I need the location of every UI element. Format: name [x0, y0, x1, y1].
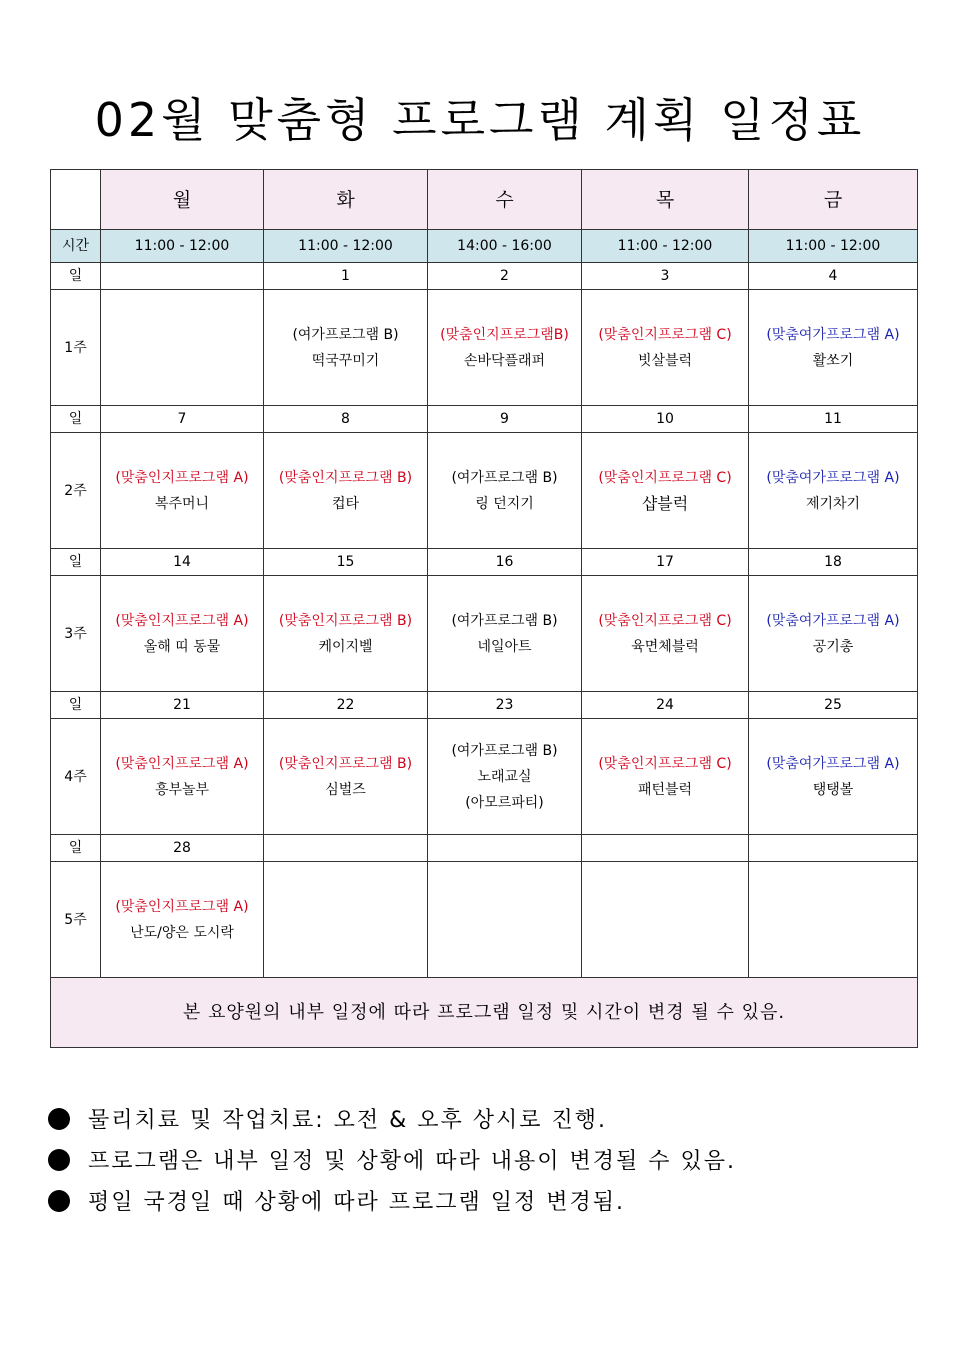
activity-name: 빗살블럭 [637, 352, 693, 369]
date-label: 일 [51, 549, 101, 576]
program-cell [101, 576, 264, 692]
program-cell [428, 862, 582, 978]
time-cell: 14:00 - 16:00 [428, 230, 582, 263]
date-cell: 4 [749, 263, 918, 290]
date-cell: 14 [101, 549, 264, 576]
program-type: (여가프로그램 B) [451, 469, 558, 486]
date-cell [749, 835, 918, 862]
date-row [51, 406, 918, 433]
date-cell [582, 835, 749, 862]
date-cell: 28 [101, 835, 264, 862]
program-type: (맞춤인지프로그램B) [440, 326, 569, 343]
week-label: 1주 [51, 290, 101, 406]
activity-name: 노래교실 [477, 768, 532, 785]
week-label: 4주 [51, 719, 101, 835]
program-type: (맞춤여가프로그램 A) [766, 326, 900, 343]
program-cell [582, 719, 749, 835]
day-header-fri: 금 [749, 170, 918, 230]
activity-name: 링 던지기 [475, 495, 534, 512]
activity-name: 패턴블럭 [637, 781, 693, 798]
program-type: (맞춤인지프로그램 C) [598, 326, 732, 343]
program-type: (맞춤인지프로그램 C) [598, 612, 732, 629]
week-label: 3주 [51, 576, 101, 692]
program-type: (맞춤인지프로그램 A) [115, 612, 249, 629]
activity-name: 복주머니 [154, 495, 210, 512]
program-type: (여가프로그램 B) [292, 326, 399, 343]
date-label: 일 [51, 835, 101, 862]
note-item [48, 1139, 928, 1180]
bullet-icon [48, 1149, 70, 1171]
program-type: (맞춤인지프로그램 A) [115, 755, 249, 772]
date-row [51, 835, 918, 862]
week-row [51, 290, 918, 406]
bullet-icon [48, 1190, 70, 1212]
activity-name: 심벌즈 [325, 781, 366, 798]
activity-name: 컵타 [331, 495, 360, 512]
activity-name: 난도/양은 도시락 [130, 924, 234, 941]
day-header-wed: 수 [428, 170, 582, 230]
program-cell [101, 862, 264, 978]
date-cell: 21 [101, 692, 264, 719]
notes-list [48, 1098, 928, 1221]
program-type: (맞춤인지프로그램 C) [598, 755, 732, 772]
date-cell: 8 [264, 406, 428, 433]
program-cell [264, 433, 428, 549]
program-cell [264, 290, 428, 406]
activity-name: 공기총 [812, 638, 854, 655]
program-cell [264, 719, 428, 835]
week-label: 2주 [51, 433, 101, 549]
program-type: (맞춤인지프로그램 C) [598, 469, 732, 486]
date-row [51, 549, 918, 576]
date-cell: 23 [428, 692, 582, 719]
week-row [51, 719, 918, 835]
activity-name: 제기차기 [805, 495, 861, 512]
date-cell: 15 [264, 549, 428, 576]
activity-name: 손바닥플래퍼 [463, 352, 546, 369]
activity-name: 케이지벨 [318, 638, 373, 655]
date-label: 일 [51, 406, 101, 433]
program-type: (맞춤여가프로그램 A) [766, 612, 900, 629]
date-row [51, 263, 918, 290]
program-cell [264, 862, 428, 978]
program-type: (맞춤인지프로그램 B) [278, 755, 413, 772]
program-type: (여가프로그램 B) [451, 612, 558, 629]
note-item [48, 1180, 928, 1221]
date-label: 일 [51, 263, 101, 290]
date-cell: 25 [749, 692, 918, 719]
week-row [51, 576, 918, 692]
date-cell [428, 835, 582, 862]
activity-name: 올해 띠 동물 [143, 638, 221, 655]
time-cell: 11:00 - 12:00 [264, 230, 428, 263]
day-header-tue: 화 [264, 170, 428, 230]
activity-name: 흥부놀부 [154, 781, 210, 798]
program-cell [582, 433, 749, 549]
footer-row [51, 978, 918, 1048]
time-row [51, 230, 918, 263]
program-type: (맞춤인지프로그램 B) [278, 612, 413, 629]
schedule-table [50, 169, 918, 1048]
date-cell: 2 [428, 263, 582, 290]
program-cell [749, 433, 918, 549]
date-cell: 11 [749, 406, 918, 433]
program-cell [101, 719, 264, 835]
activity-name: 육면체블럭 [631, 638, 699, 655]
week-row [51, 433, 918, 549]
program-type: (맞춤인지프로그램 A) [115, 898, 249, 915]
day-header-row [51, 170, 918, 230]
note-text: 프로그램은 내부 일정 및 상황에 따라 내용이 변경될 수 있음. [88, 1149, 736, 1174]
date-cell: 16 [428, 549, 582, 576]
day-header-mon: 월 [101, 170, 264, 230]
date-cell: 10 [582, 406, 749, 433]
program-cell [428, 290, 582, 406]
program-type: (맞춤인지프로그램 A) [115, 469, 249, 486]
program-cell [101, 290, 264, 406]
program-cell [428, 576, 582, 692]
date-cell: 1 [264, 263, 428, 290]
bullet-icon [48, 1108, 70, 1130]
activity-name: 활쏘기 [812, 352, 854, 369]
program-cell [749, 862, 918, 978]
program-type: (맞춤여가프로그램 A) [766, 755, 900, 772]
program-type: (여가프로그램 B) [451, 742, 558, 759]
date-cell: 18 [749, 549, 918, 576]
program-type: (맞춤인지프로그램 B) [278, 469, 413, 486]
date-cell: 3 [582, 263, 749, 290]
corner-cell [51, 170, 101, 230]
program-cell [264, 576, 428, 692]
note-text: 물리치료 및 작업치료: 오전 & 오후 상시로 진행. [88, 1108, 608, 1133]
date-cell [101, 263, 264, 290]
program-cell [749, 719, 918, 835]
week-row [51, 862, 918, 978]
program-cell [428, 719, 582, 835]
date-cell: 17 [582, 549, 749, 576]
time-cell: 11:00 - 12:00 [749, 230, 918, 263]
program-cell [101, 433, 264, 549]
time-cell: 11:00 - 12:00 [582, 230, 749, 263]
time-cell: 11:00 - 12:00 [101, 230, 264, 263]
program-cell [749, 290, 918, 406]
date-cell: 9 [428, 406, 582, 433]
date-cell: 24 [582, 692, 749, 719]
activity-subname: (아모르파티) [465, 794, 544, 811]
date-row [51, 692, 918, 719]
note-text: 평일 국경일 때 상황에 따라 프로그램 일정 변경됨. [88, 1190, 625, 1215]
time-label: 시간 [51, 230, 101, 263]
activity-name: 네일아트 [477, 638, 532, 655]
footer-note: 본 요양원의 내부 일정에 따라 프로그램 일정 및 시간이 변경 될 수 있음. [51, 978, 918, 1048]
activity-name: 떡국꾸미기 [311, 352, 380, 369]
program-cell [582, 862, 749, 978]
date-cell: 7 [101, 406, 264, 433]
day-header-thu: 목 [582, 170, 749, 230]
activity-name: 탱탱볼 [812, 781, 854, 798]
activity-name: 샵블럭 [641, 493, 689, 513]
program-cell [582, 290, 749, 406]
date-cell [264, 835, 428, 862]
week-label: 5주 [51, 862, 101, 978]
date-label: 일 [51, 692, 101, 719]
date-cell: 22 [264, 692, 428, 719]
program-cell [749, 576, 918, 692]
program-cell [582, 576, 749, 692]
program-type: (맞춤여가프로그램 A) [766, 469, 900, 486]
program-cell [428, 433, 582, 549]
note-item [48, 1098, 928, 1139]
page-title: 02월 맞춤형 프로그램 계획 일정표 [94, 93, 866, 147]
